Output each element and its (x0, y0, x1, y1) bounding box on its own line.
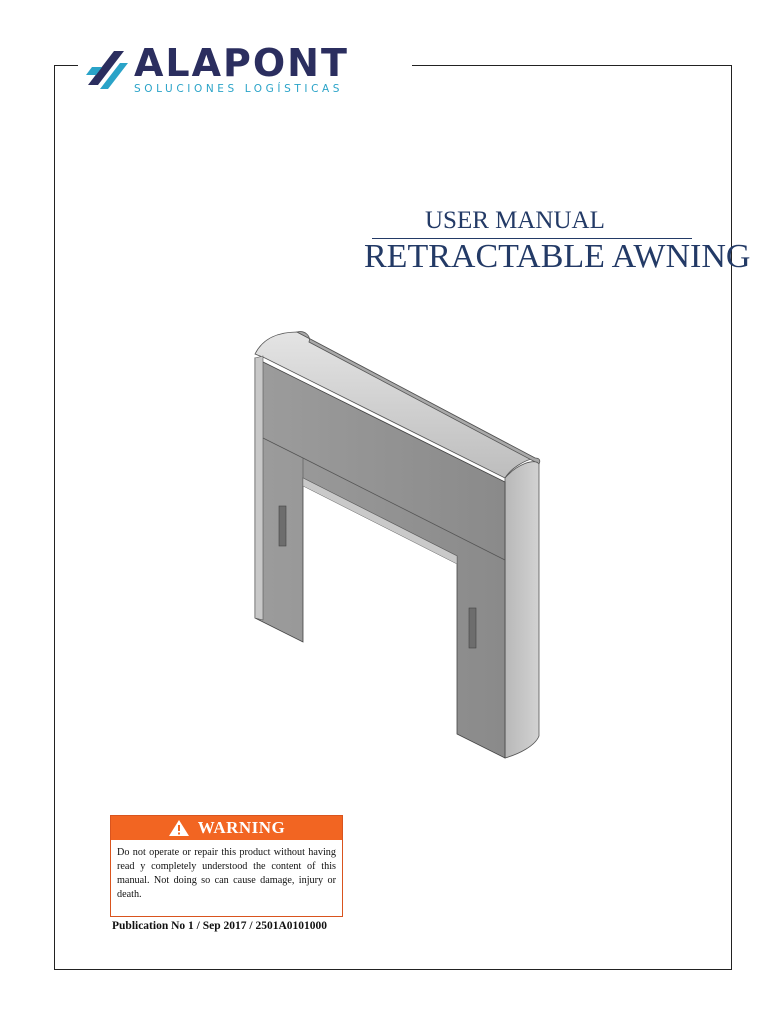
warning-heading: WARNING (197, 818, 286, 837)
brand-tagline: SOLUCIONES LOGÍSTICAS (134, 82, 344, 95)
warning-text: Do not operate or repair this product without having read y completely understood the content of this manual. Not doing so can cause damage, injury or death. (117, 847, 336, 900)
brand-name: ALAPONT (134, 40, 349, 85)
publication-number: Publication No 1 / Sep 2017 / 2501A0101000 (112, 920, 328, 932)
brand-logo (78, 40, 412, 98)
alapont-logo-icon (84, 45, 128, 93)
document-subtitle: USER MANUAL (425, 207, 605, 234)
warning-box (110, 815, 343, 917)
awning-drawing (235, 318, 595, 768)
document-title: RETRACTABLE AWNING (364, 238, 751, 275)
warning-header (111, 816, 342, 840)
warning-triangle-icon (168, 819, 190, 837)
